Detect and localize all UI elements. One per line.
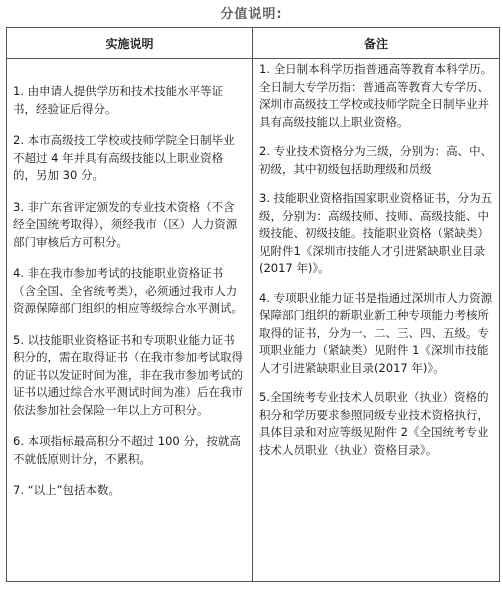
header-implementation: 实施说明 xyxy=(7,28,253,59)
implementation-cell xyxy=(7,59,253,582)
header-remarks: 备注 xyxy=(253,28,500,59)
implementation-item-7: 7. “以上”包括本数。 xyxy=(13,483,121,497)
remark-item-2: 2. 专业技术资格分为三级，分别为：高、中、初级，其中初级包括助理级和员级 xyxy=(259,144,493,176)
remark-item-4: 4. 专项职业能力证书是指通过深圳市人力资源保障部门组织的新职业新工种专项能力考核所取得的证书，分为一、二、三、四、五级。专项职业能力（紧缺类）见附件 1《深圳市技能人才引进紧缺职业目录(2017 年)》。 xyxy=(259,290,493,375)
implementation-item-5: 5. 以技能职业资格证书和专项职业能力证书积分的，需在取得证书（在我市参加考试取得的证书以发证时间为准，非在我市参加考试的证书以通过综合水平测试时间为准）后在我市依法参加社会保险一年以上方可积分。 xyxy=(13,332,243,417)
remark-item-1: 1. 全日制本科学历指普通高等教育本科学历。全日制大专学历指：普通高等教育大专学历、深圳市高级技工学校或技师学院全日制毕业并具有高级技能以上职业资格。 xyxy=(259,62,493,129)
table-row xyxy=(7,59,500,582)
remark-item-3: 3. 技能职业资格指国家职业资格证书，分为五级，分别为：高级技师、技师、高级技能、中级技能、初级技能。技能职业资格（紧缺类）见附件1《深圳市技能人才引进紧缺职业目录(2017 年)》。 xyxy=(259,191,493,275)
table-header-row xyxy=(7,28,500,59)
implementation-item-1: 1. 由申请人提供学历和技术技能水平等证书，经验证后得分。 xyxy=(13,84,224,116)
page-title: 分值说明: xyxy=(220,7,283,22)
remark-item-5: 5.全国统考专业技术人员职业（执业）资格的积分和学历要求参照同级专业技术资格执行，具体目录和对应等级见附件 2《全国统考专业技术人员职业（执业）资格目录》。 xyxy=(259,390,489,457)
remarks-cell xyxy=(253,59,500,582)
implementation-item-6: 6. 本项指标最高积分不超过 100 分，按就高不就低原则计分，不累积。 xyxy=(13,434,241,466)
score-notes-table xyxy=(6,27,500,582)
implementation-item-2: 2. 本市高级技工学校或技师学院全日制毕业不超过 4 年并具有高级技能以上职业资格的，另加 30 分。 xyxy=(13,133,235,182)
implementation-item-3: 3. 非广东省评定颁发的专业技术资格（不含经全国统考取得），须经我市（区）人力资源部门审核后方可积分。 xyxy=(13,199,238,249)
implementation-item-4: 4. 非在我市参加考试的技能职业资格证书（含全国、全省统考类），必须通过我市人力资源保障部门组织的相应等级综合水平测试。 xyxy=(13,266,243,315)
